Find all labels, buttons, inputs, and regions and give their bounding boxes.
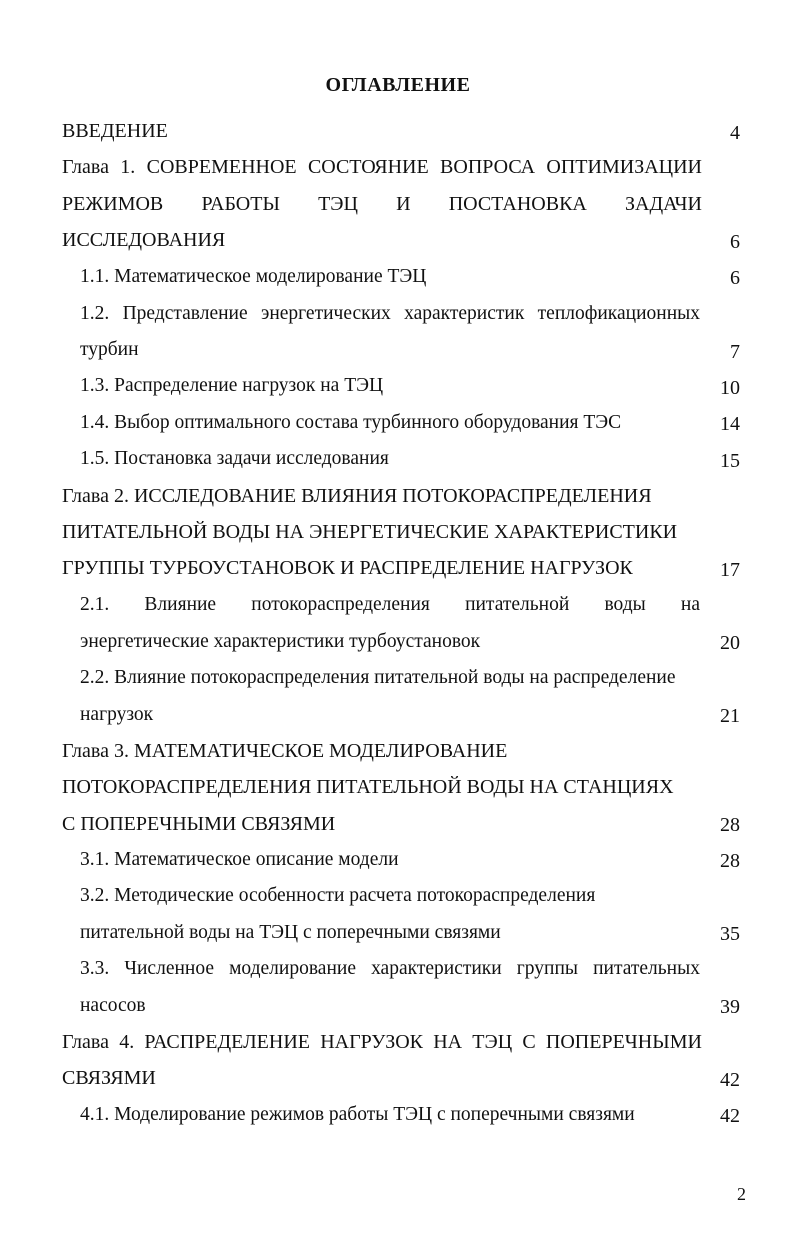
toc-page-number: 14 (720, 413, 740, 435)
word: 3.3. (80, 958, 110, 979)
word: группы (516, 958, 579, 979)
word: ТЭЦ (318, 193, 358, 215)
toc-page-number: 7 (730, 341, 740, 363)
word: потокораспределения (251, 594, 430, 615)
word: ЗАДАЧИ (625, 193, 702, 215)
toc-entry-title-line: 2.2. Влияние потокораспределения питательной воды на распределение (80, 667, 676, 688)
word: НА (433, 1031, 463, 1053)
toc-entry-title-line: насосов (80, 995, 146, 1016)
toc-entry-title-line: СВЯЗЯМИ (62, 1067, 156, 1089)
toc-entry-title-line: ГРУППЫ ТУРБОУСТАНОВОК И РАСПРЕДЕЛЕНИЕ НАГРУЗОК (62, 557, 633, 579)
word: С (522, 1031, 536, 1053)
toc-page-number: 28 (720, 850, 740, 872)
word: теплофикационных (537, 303, 700, 324)
word: Глава (62, 156, 109, 178)
word: ОПТИМИЗАЦИИ (546, 156, 702, 178)
word: СОВРЕМЕННОЕ (146, 156, 297, 178)
toc-page-number: 42 (720, 1105, 740, 1127)
word: ПОПЕРЕЧНЫМИ (545, 1031, 702, 1053)
toc-entry-title-line: ПИТАТЕЛЬНОЙ ВОДЫ НА ЭНЕРГЕТИЧЕСКИЕ ХАРАКТЕРИСТИКИ (62, 521, 678, 543)
word: РАБОТЫ (201, 193, 280, 215)
word: СОСТОЯНИЕ (307, 156, 429, 178)
word: ВОПРОСА (440, 156, 536, 178)
toc-entry-title-line: Глава 3. МАТЕМАТИЧЕСКОЕ МОДЕЛИРОВАНИЕ (62, 740, 508, 762)
toc-page-number: 20 (720, 632, 740, 654)
toc-page-number: 15 (720, 450, 740, 472)
toc-page-number: 28 (720, 814, 740, 836)
toc-entry-title-line: турбин (80, 339, 139, 360)
toc-entry-title-line: питательной воды на ТЭЦ с поперечными связями (80, 922, 501, 943)
word: питательных (593, 958, 700, 979)
toc-entry-title-line (62, 155, 702, 179)
toc-page-number: 10 (720, 377, 740, 399)
toc-entry-title: 1.1. Математическое моделирование ТЭЦ (80, 266, 427, 287)
toc-entry-title-line: нагрузок (80, 704, 154, 725)
toc-entry-title: 1.5. Постановка задачи исследования (80, 448, 389, 469)
toc-entry-title-line (62, 1030, 702, 1054)
word: энергетических (260, 303, 391, 324)
toc-entry-title-line (80, 593, 700, 617)
word: РЕЖИМОВ (62, 193, 164, 215)
toc-entry-title-line (62, 192, 702, 216)
toc-page-number: 42 (720, 1069, 740, 1091)
toc-entry-title: ВВЕДЕНИЕ (62, 120, 168, 142)
toc-page-number: 39 (720, 996, 740, 1018)
toc-page-number: 35 (720, 923, 740, 945)
word: 1. (120, 156, 136, 178)
word: РАСПРЕДЕЛЕНИЕ (144, 1031, 311, 1053)
word: Представление (122, 303, 248, 324)
word: Влияние (144, 594, 217, 615)
word: характеристик (404, 303, 525, 324)
toc-page-number: 6 (730, 231, 740, 253)
toc-entry-title-line: энергетические характеристики турбоустановок (80, 631, 481, 652)
toc-page-number: 4 (730, 122, 740, 144)
toc-entry-title-line: Глава 2. ИССЛЕДОВАНИЕ ВЛИЯНИЯ ПОТОКОРАСПРЕДЕЛЕНИЯ (62, 485, 652, 507)
word: НАГРУЗОК (320, 1031, 423, 1053)
page-number: 2 (737, 1184, 746, 1204)
toc-entry-title: 4.1. Моделирование режимов работы ТЭЦ с поперечными связями (80, 1104, 635, 1125)
toc-entry-title: 3.1. Математическое описание модели (80, 849, 399, 870)
toc-page-number: 6 (730, 267, 740, 289)
word: воды (604, 594, 646, 615)
toc-page-number: 17 (720, 559, 740, 581)
toc-entry-title-line: ИССЛЕДОВАНИЯ (62, 229, 226, 251)
word: Глава (62, 1031, 109, 1053)
word: ПОСТАНОВКА (448, 193, 587, 215)
toc-entry-title-line: ПОТОКОРАСПРЕДЕЛЕНИЯ ПИТАТЕЛЬНОЙ ВОДЫ НА СТАНЦИЯХ (62, 776, 674, 798)
word: ТЭЦ (472, 1031, 513, 1053)
word: моделирование (229, 958, 356, 979)
word: 4. (119, 1031, 135, 1053)
toc-entry-title: 1.3. Распределение нагрузок на ТЭЦ (80, 375, 384, 396)
toc-entry-title-line: 3.2. Методические особенности расчета потокораспределения (80, 885, 596, 906)
word: характеристики (371, 958, 502, 979)
word: питательной (465, 594, 570, 615)
toc-entry-title-line (80, 957, 700, 981)
toc-entry-title-line: С ПОПЕРЕЧНЫМИ СВЯЗЯМИ (62, 813, 336, 835)
toc-entry-title-line (80, 302, 700, 326)
page-title: ОГЛАВЛЕНИЕ (325, 74, 471, 96)
word: 2.1. (80, 594, 110, 615)
word: Численное (124, 958, 214, 979)
word: 1.2. (80, 303, 110, 324)
word: на (680, 594, 700, 615)
toc-entry-title: 1.4. Выбор оптимального состава турбинного оборудования ТЭС (80, 412, 622, 433)
word: И (396, 193, 411, 215)
toc-page-number: 21 (720, 705, 740, 727)
